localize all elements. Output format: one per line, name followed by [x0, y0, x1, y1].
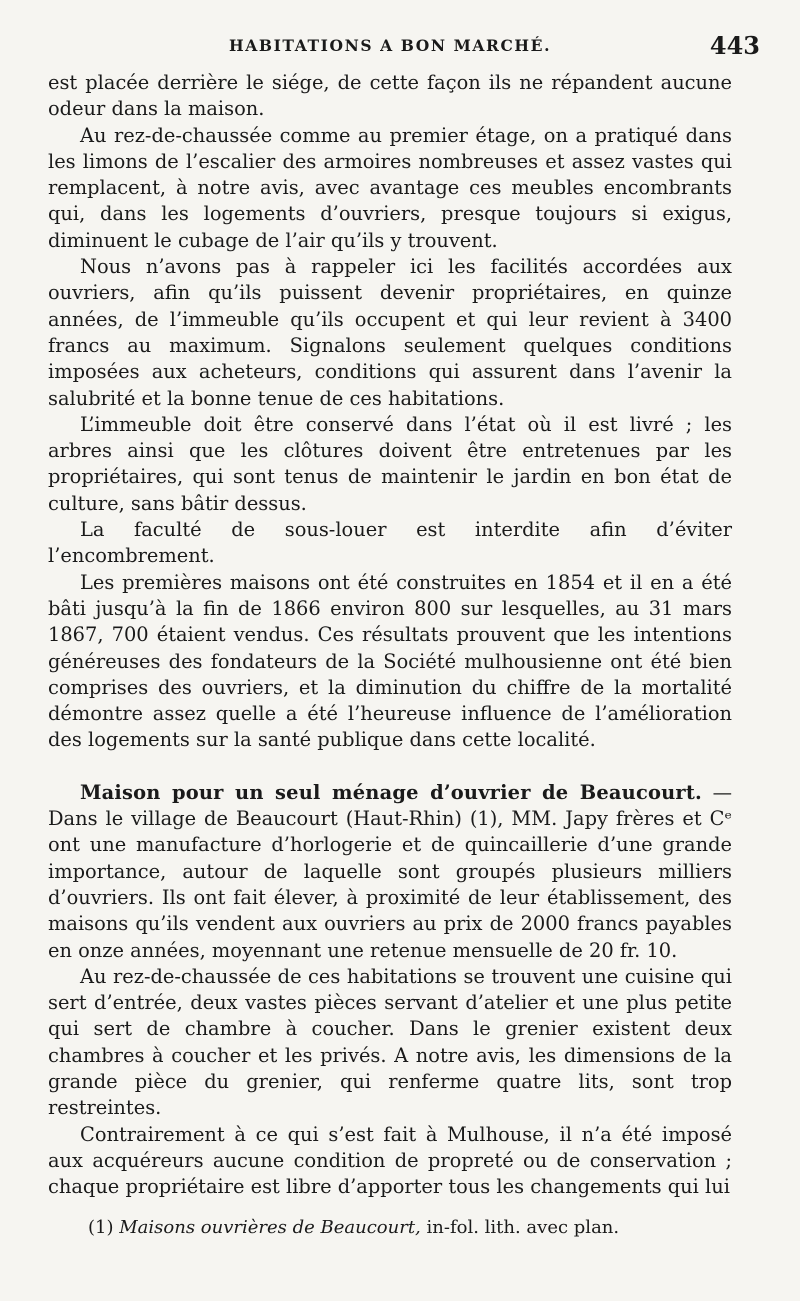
footnote-marker: (1): [88, 1217, 114, 1239]
paragraph-3: Nous n’avons pas à rappeler ici les facilités accordées aux ouvriers, afin qu’ils puissent devenir propriétaires, en quinze années, de l’immeuble qu’ils occupent et qui leur revient à 3400 francs au maximum. Signalons seulement quelques conditions imposées aux acheteurs, conditions qui assurent dans l’avenir la salubrité et la bonne tenue de ces habitations.: [48, 255, 732, 410]
footnote: [48, 1216, 732, 1240]
paragraph-7: Au rez-de-chaussée de ces habitations se trouvent une cuisine qui sert d’entrée, deux vastes pièces servant d’atelier et une plus petite qui sert de chambre à coucher. Dans le grenier existent deux chambres à coucher et les privés. A notre avis, les dimensions de la grande pièce du grenier, qui renferme quatre lits, sont trop restreintes.: [48, 964, 732, 1120]
paragraph-4: L’immeuble doit être conservé dans l’état où il est livré ; les arbres ainsi que les clôtures doivent être entretenues par les propriétaires, qui sont tenus de maintenir le jardin en bon état de culture, sans bâtir dessus.: [48, 412, 732, 515]
footnote-text: in-fol. lith. avec plan.: [426, 1217, 620, 1239]
section-title: Maison pour un seul ménage d’ouvrier de Beaucourt.: [80, 780, 702, 804]
paragraph-2: Au rez-de-chaussée comme au premier étage, on a pratiqué dans les limons de l’escalier des armoires nombreuses et assez vastes qui remplacent, à notre avis, avec avantage ces meubles encombrants qui, dans les logements d’ouvriers, presque toujours si exigus, diminuent le cubage de l’air qu’ils y trouvent.: [48, 123, 732, 252]
paragraph-5: La faculté de sous-louer est interdite afin d’éviter l’encombrement.: [48, 518, 732, 568]
body-text: [48, 70, 732, 1200]
paragraph-8: Contrairement à ce qui s’est fait à Mulhouse, il n’a été imposé aux acquéreurs aucune condition de propreté ou de conservation ; chaque propriétaire est libre d’apporter tous les changements qui lui: [48, 1122, 732, 1199]
page-number: 443: [709, 31, 760, 60]
paragraph-6: Les premières maisons ont été construites en 1854 et il en a été bâti jusqu’à la fin de 1866 environ 800 sur lesquelles, au 31 mars 1867, 700 étaient vendus. Ces résultats prouvent que les intentions généreuses des fondateurs de la Société mulhousienne ont été bien comprises des ouvriers, et la diminution du chiffre de la mortalité démontre assez quelle a été l’heureuse influence de l’amélioration des logements sur la santé publique dans cette localité.: [48, 570, 732, 752]
running-head-title: HABITATIONS A BON MARCHÉ.: [229, 36, 552, 55]
section-lead-text: Dans le village de Beaucourt (Haut-Rhin) (1), MM. Japy frères et Cᵉ ont une manufacture d’horlogerie et de quincaillerie d’une grande importance, autour de laquelle sont groupés plusieurs milliers d’ouvriers. Ils ont fait élever, à proximité de leur établissement, des maisons qu’ils vendent aux ouvriers au prix de 2000 francs payables en onze années, moyennant une retenue mensuelle de 20 fr. 10.: [48, 807, 732, 962]
running-head: [44, 31, 760, 70]
footnote-title: Maisons ouvrières de Beaucourt,: [119, 1217, 421, 1239]
section-paragraph: [48, 780, 732, 964]
paragraph-1: est placée derrière le siége, de cette façon ils ne répandent aucune odeur dans la maison.: [48, 71, 732, 121]
section-dash: —: [701, 780, 732, 804]
